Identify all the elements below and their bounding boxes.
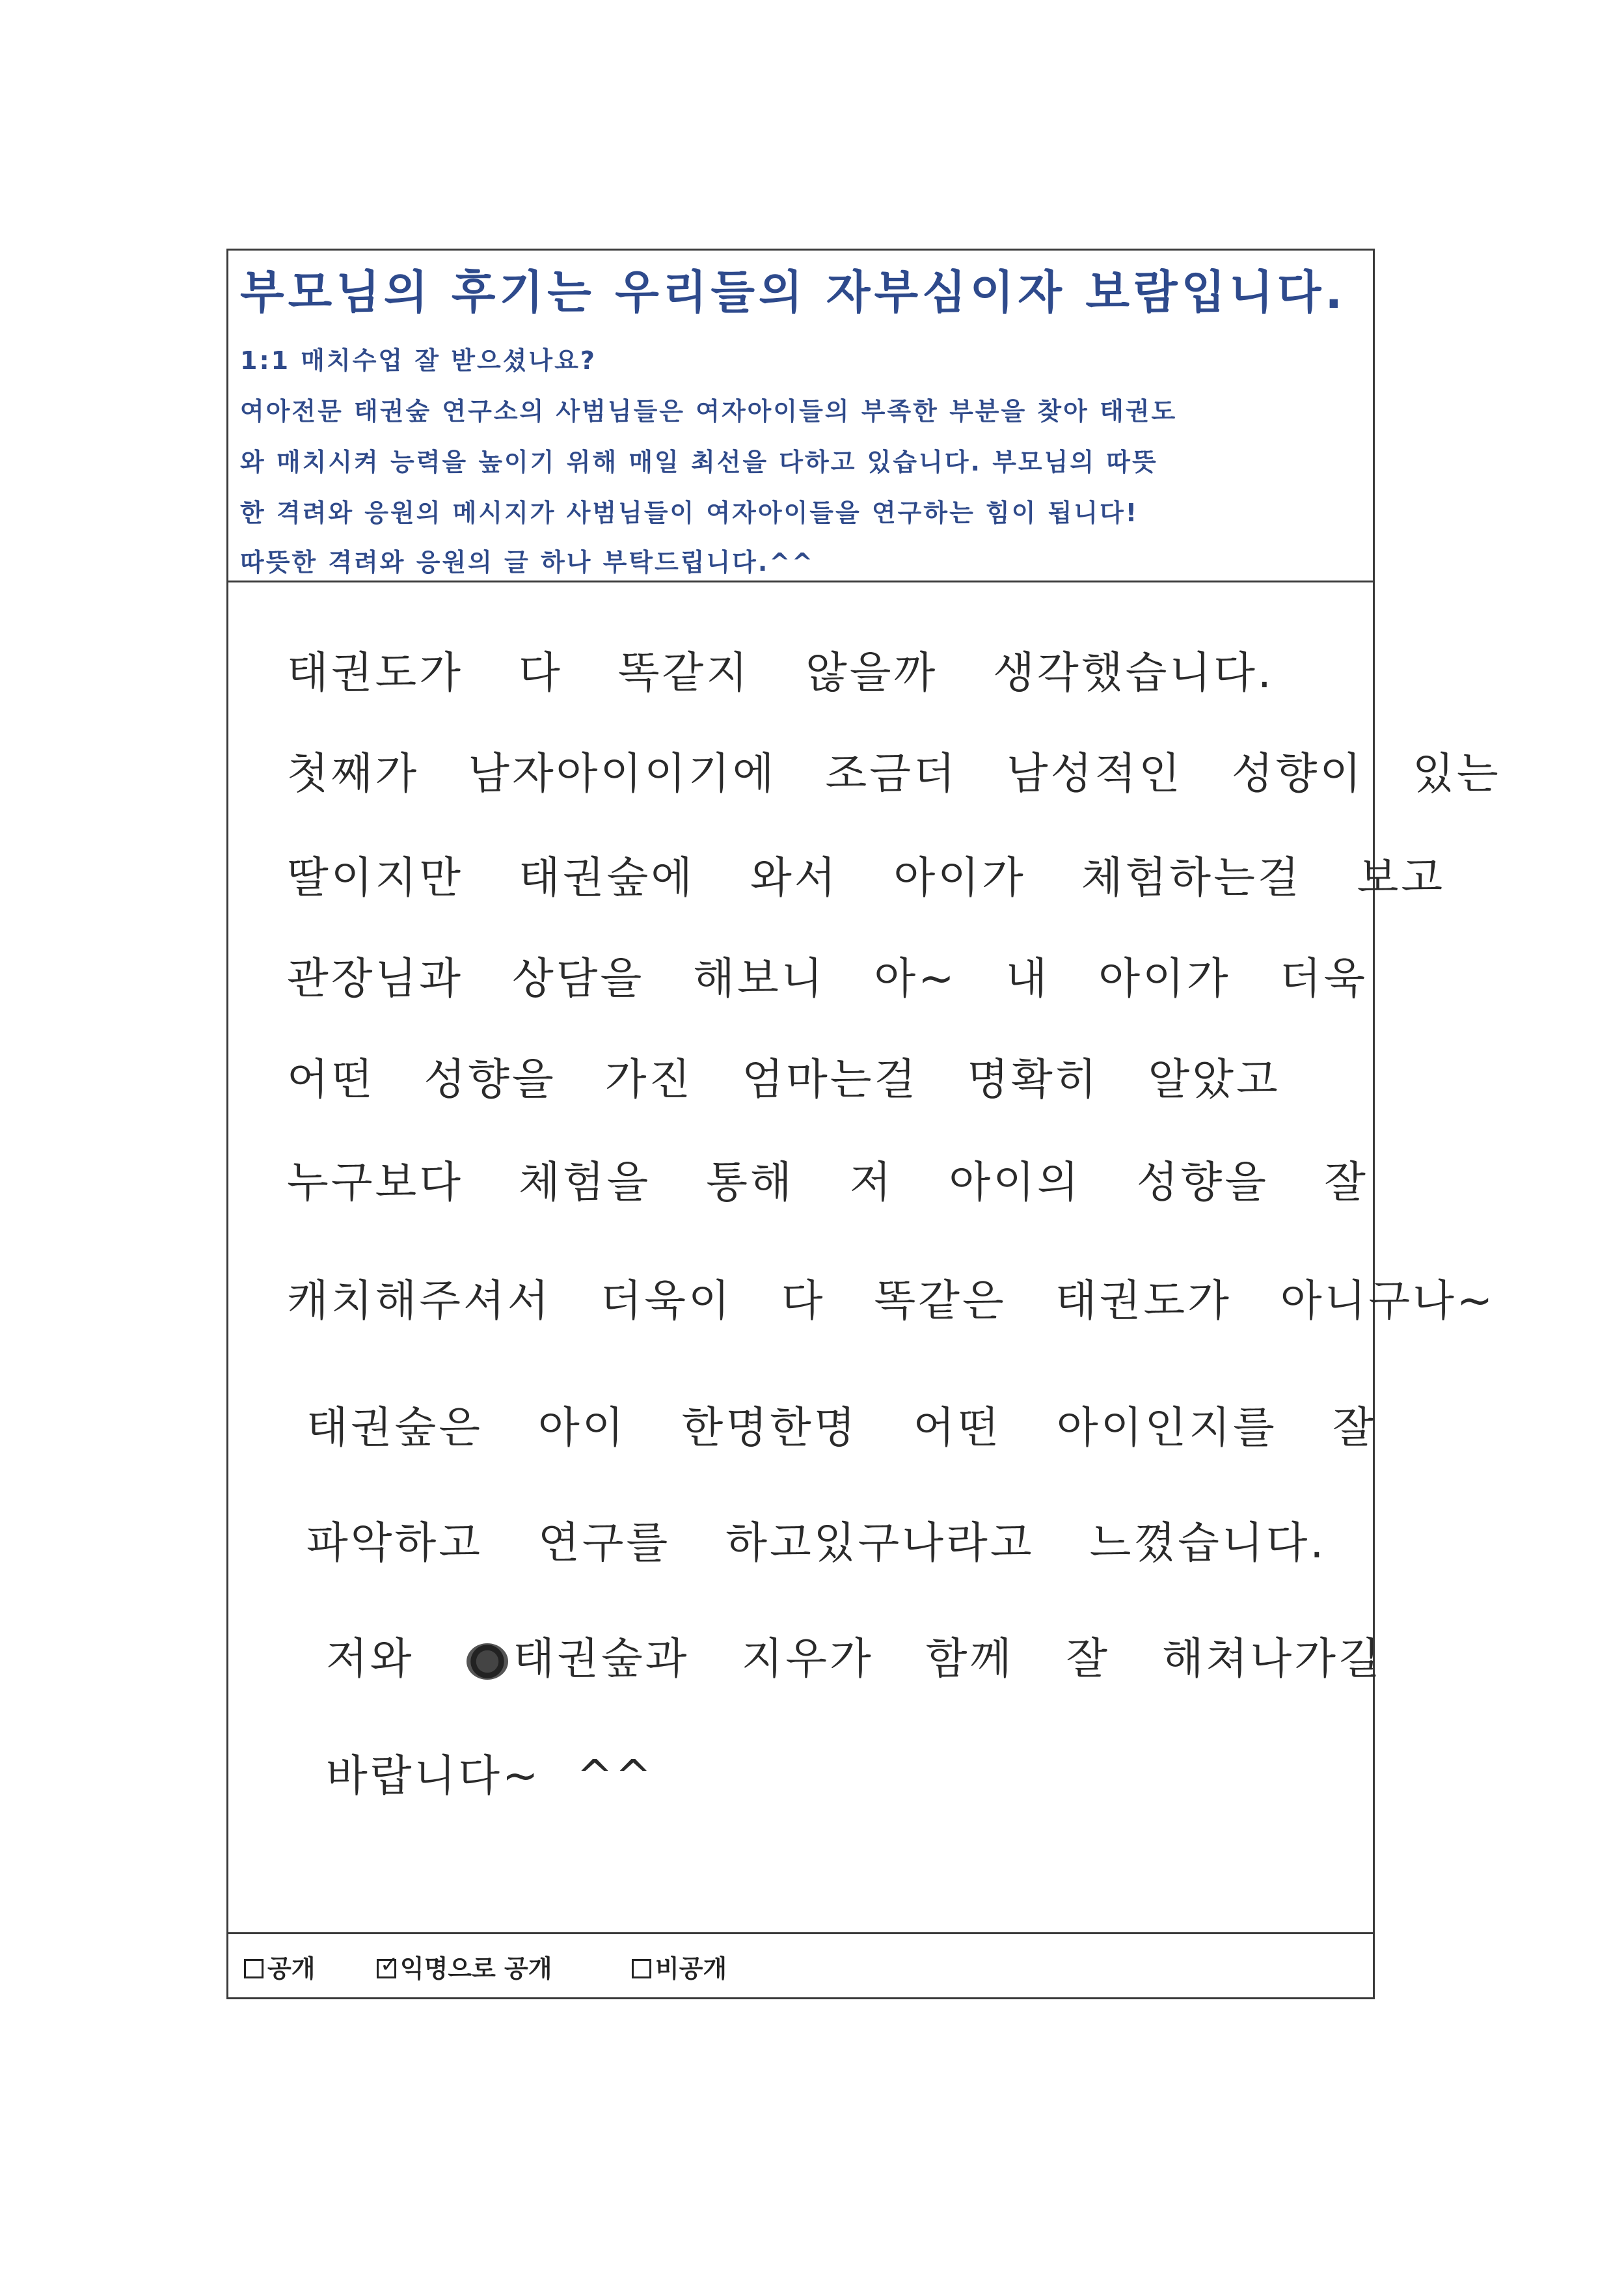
handwriting-line: 바랍니다~ ^^: [326, 1751, 654, 1801]
form-header: [228, 251, 1373, 582]
form-intro-line-2: 와 매치시켜 능력을 높이기 위해 매일 최선을 다하고 있습니다. 부모님의 따뜻: [240, 448, 1158, 476]
handwriting-line: 태권도가 다 똑같지 않을까 생각했습니다.: [287, 648, 1274, 698]
option-public[interactable]: 공개: [244, 1949, 315, 1984]
crossed-out-scribble: [467, 1643, 508, 1680]
checkbox-public[interactable]: [244, 1959, 264, 1978]
handwriting-line: 캐치해주셔서 더욱이 다 똑같은 태권도가 아니구나~: [287, 1276, 1496, 1326]
handwriting-line: 파악하고 연구를 하고있구나라고 느꼈습니다.: [306, 1518, 1327, 1568]
form-title: 부모님의 후기는 우리들의 자부심이자 보람입니다.: [240, 266, 1347, 319]
form-question: 1:1 매치수업 잘 받으셨나요?: [240, 346, 597, 375]
form-intro-line-3: 한 격려와 응원의 메시지가 사범님들이 여자아이들을 연구하는 힘이 됩니다!: [240, 499, 1139, 527]
handwriting-line: 관장님과 상담을 해보니 아~ 내 아이가 더욱: [287, 953, 1368, 1004]
handwritten-review: [228, 582, 1501, 1997]
review-form: [226, 249, 1501, 1999]
handwriting-line: 딸이지만 태권숲에 와서 아이가 체험하는걸 보고: [287, 853, 1446, 903]
handwriting-line: 태권숲은 아이 한명한명 어떤 아이인지를 잘: [306, 1402, 1377, 1453]
option-private[interactable]: 비공개: [632, 1949, 727, 1984]
form-intro-line-1: 여아전문 태권숲 연구소의 사범님들은 여자아이들의 부족한 부분을 찾아 태권도: [240, 397, 1178, 426]
handwriting-line: 누구보다 체험을 통해 저 아이의 성향을 잘: [287, 1157, 1368, 1207]
checkbox-anonymous[interactable]: [377, 1952, 399, 1978]
handwriting-line: 첫째가 남자아이이기에 조금더 남성적인 성향이 있는: [287, 748, 1501, 799]
check-mark-icon: ✓: [380, 1952, 399, 1978]
visibility-options: [228, 1932, 1373, 1997]
handwriting-line: 어떤 성향을 가진 엄마는걸 명확히 알았고: [287, 1054, 1280, 1104]
checkbox-private[interactable]: [632, 1959, 651, 1978]
option-anonymous[interactable]: ✓ 익명으로 공개: [377, 1949, 552, 1984]
form-intro-line-4: 따뜻한 격려와 응원의 글 하나 부탁드립니다.^^: [240, 548, 815, 577]
handwriting-line: 저와 태권숲과 지우가 함께 잘 해쳐나가길: [326, 1634, 1383, 1684]
